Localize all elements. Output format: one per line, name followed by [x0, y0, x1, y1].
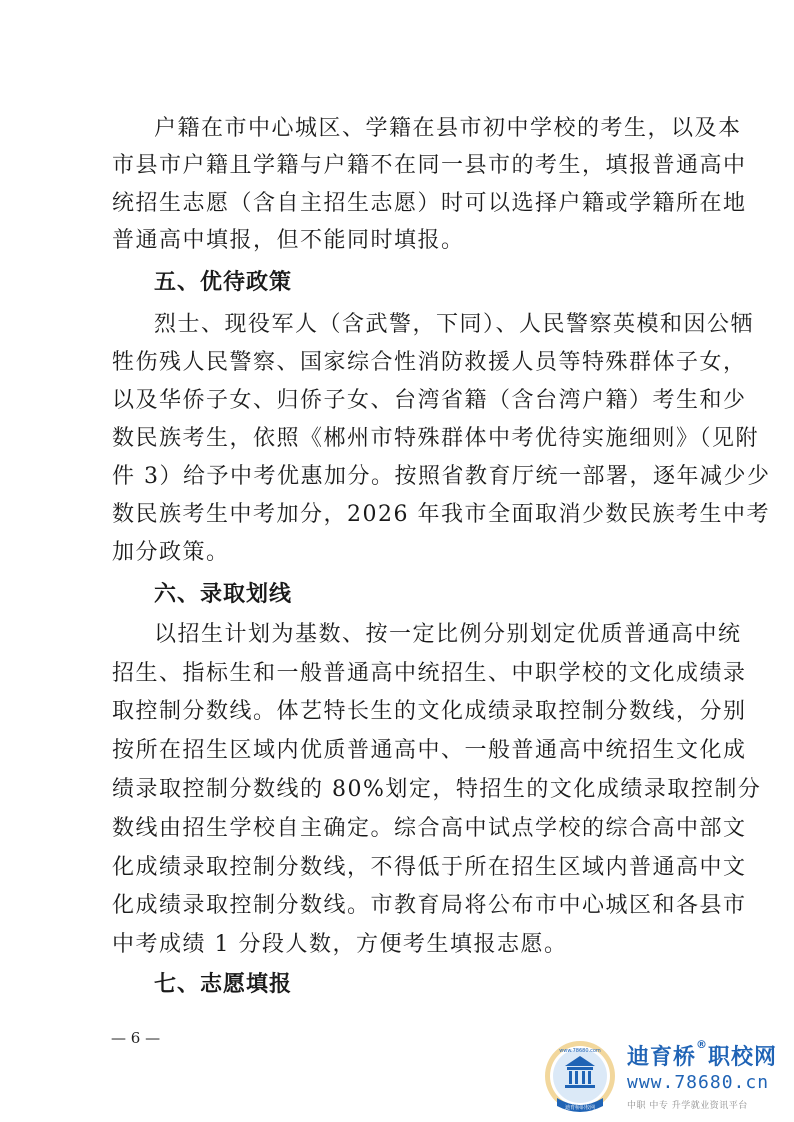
- body-line: 以及华侨子女、归侨子女、台湾省籍（含台湾户籍）考生和少: [112, 388, 747, 413]
- brand-name: [627, 1040, 777, 1071]
- brand-name-suffix: 职校网: [708, 1045, 778, 1070]
- body-line: 化成绩录取控制分数线。市教育局将公布市中心城区和各县市: [112, 893, 747, 918]
- body-line: 数民族考生，依照《郴州市特殊群体中考优待实施细则》（见附: [112, 426, 760, 451]
- school-badge-icon: [543, 1038, 618, 1118]
- watermark-logo: [543, 1038, 785, 1118]
- badge-text: 迪育桥职校网: [564, 1105, 596, 1111]
- body-line: 以招生计划为基数、按一定比例分别划定优质普通高中统: [154, 622, 742, 647]
- body-line: 户籍在市中心城区、学籍在县市初中学校的考生，以及本: [154, 116, 742, 141]
- body-line: 统招生志愿（含自主招生志愿）时可以选择户籍或学籍所在地: [112, 191, 747, 216]
- body-line: 件 3）给予中考优惠加分。按照省教育厅统一部署，逐年减少少: [112, 464, 771, 489]
- body-line: 烈士、现役军人（含武警，下同）、人民警察英模和因公牺: [154, 312, 755, 337]
- body-line: 化成绩录取控制分数线，不得低于所在招生区域内普通高中文: [112, 855, 747, 880]
- body-line: 数民族考生中考加分，2026 年我市全面取消少数民族考生中考: [112, 502, 770, 527]
- brand-tagline: 中职 中专 升学就业资讯平台: [627, 1101, 748, 1111]
- body-line: 绩录取控制分数线的 80%划定，特招生的文化成绩录取控制分: [112, 777, 762, 802]
- section-heading: 五、优待政策: [154, 270, 293, 295]
- body-line: 牲伤残人民警察、国家综合性消防救援人员等特殊群体子女，: [112, 350, 747, 375]
- body-line: 按所在招生区域内优质普通高中、一般普通高中统招生文化成: [112, 738, 747, 763]
- body-line: 中考成绩 1 分段人数，方便考生填报志愿。: [112, 932, 568, 957]
- brand-name-main: 迪育桥: [627, 1045, 697, 1070]
- body-line: 取控制分数线。体艺特长生的文化成绩录取控制分数线，分别: [112, 699, 747, 724]
- body-line: 加分政策。: [112, 540, 230, 565]
- badge-url: www.78680.com: [559, 1048, 601, 1054]
- brand-url[interactable]: www.78680.cn: [627, 1072, 770, 1093]
- body-line: 招生、指标生和一般普通高中统招生、中职学校的文化成绩录: [112, 661, 747, 686]
- registered-mark: ®: [696, 1038, 709, 1051]
- body-line: 普通高中填报，但不能同时填报。: [112, 228, 465, 253]
- page-number: — 6 —: [111, 1029, 161, 1047]
- section-heading: 六、录取划线: [154, 582, 293, 607]
- body-line: 数线由招生学校自主确定。综合高中试点学校的综合高中部文: [112, 816, 747, 841]
- body-line: 市县市户籍且学籍与户籍不在同一县市的考生，填报普通高中: [112, 153, 747, 178]
- section-heading: 七、志愿填报: [154, 972, 293, 997]
